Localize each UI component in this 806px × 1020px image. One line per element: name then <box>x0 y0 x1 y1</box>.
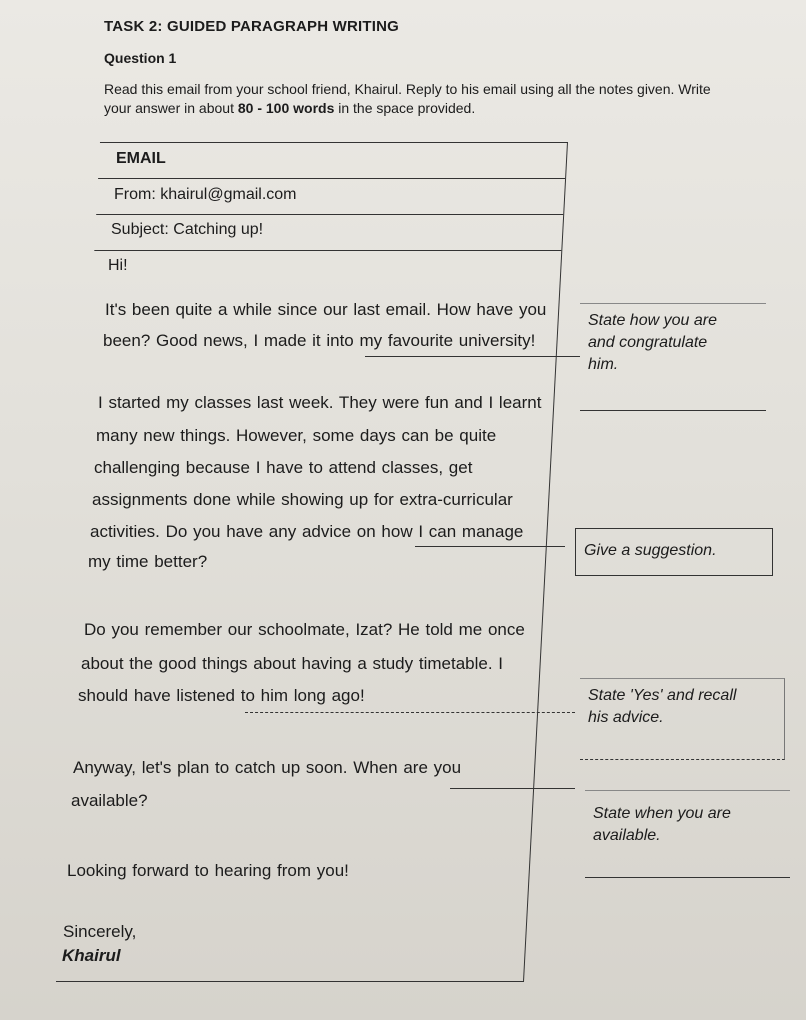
note-1-line-1: State how you are <box>588 312 717 329</box>
email-paragraph-3-line-3: should have listened to him long ago! <box>78 686 365 705</box>
email-paragraph-3-line-1: Do you remember our schoolmate, Izat? He told me once <box>84 620 525 639</box>
note-1-connector <box>365 356 580 357</box>
email-heading-row <box>98 143 567 179</box>
note-4-connector <box>450 788 575 789</box>
note-3-line-2: his advice. <box>588 709 664 726</box>
note-4-line-2: available. <box>593 827 661 844</box>
note-1-line-2: and congratulate <box>588 334 708 351</box>
email-paragraph-4-line-1: Anyway, let's plan to catch up soon. When are you <box>73 758 462 777</box>
email-signature: Khairul <box>62 946 121 965</box>
email-subject: Subject: Catching up! <box>111 221 264 238</box>
note-3 <box>580 678 785 760</box>
note-1-line-3: him. <box>588 356 619 373</box>
word-count-requirement: 80 - 100 words <box>237 100 335 116</box>
instructions-line2-pre: your answer in about <box>104 100 238 116</box>
email-paragraph-2-line-3: challenging because I have to attend classes, get <box>94 458 473 477</box>
instructions <box>104 80 764 118</box>
email-paragraph-2-line-2: many new things. However, some days can be quite <box>96 426 497 445</box>
email-paragraph-4-line-2: available? <box>71 791 148 810</box>
email-paragraph-1-line-1: It's been quite a while since our last email. How have you <box>105 300 547 319</box>
note-3-line-1: State 'Yes' and recall <box>588 687 737 704</box>
task-title: TASK 2: GUIDED PARAGRAPH WRITING <box>104 18 400 35</box>
note-2 <box>575 528 773 576</box>
email-paragraph-2-line-6: my time better? <box>88 552 208 571</box>
email-paragraph-3-line-2: about the good things about having a study timetable. I <box>81 654 504 673</box>
note-2-text: Give a suggestion. <box>584 542 717 559</box>
question-label: Question 1 <box>104 50 177 66</box>
note-2-connector <box>415 546 565 547</box>
instructions-line1: Read this email from your school friend, Khairul. Reply to his email using all the notes given. Write <box>104 81 711 97</box>
email-paragraph-2-line-5: activities. Do you have any advice on how I can manage <box>90 522 524 541</box>
email-heading: EMAIL <box>116 150 166 167</box>
email-paragraph-2-line-1: I started my classes last week. They were fun and I learnt <box>98 393 542 412</box>
note-4 <box>585 790 790 878</box>
email-from: From: khairul@gmail.com <box>114 186 297 203</box>
email-signoff: Sincerely, <box>63 922 137 941</box>
note-4-line-1: State when you are <box>593 805 731 822</box>
note-1 <box>580 303 766 411</box>
email-paragraph-2-line-4: assignments done while showing up for extra-curricular <box>92 490 513 509</box>
email-greeting: Hi! <box>108 257 128 274</box>
note-3-connector <box>245 712 575 713</box>
email-paragraph-1-line-2: been? Good news, I made it into my favourite university! <box>103 331 536 350</box>
email-closing: Looking forward to hearing from you! <box>67 861 349 880</box>
instructions-line2-post: in the space provided. <box>334 100 476 116</box>
